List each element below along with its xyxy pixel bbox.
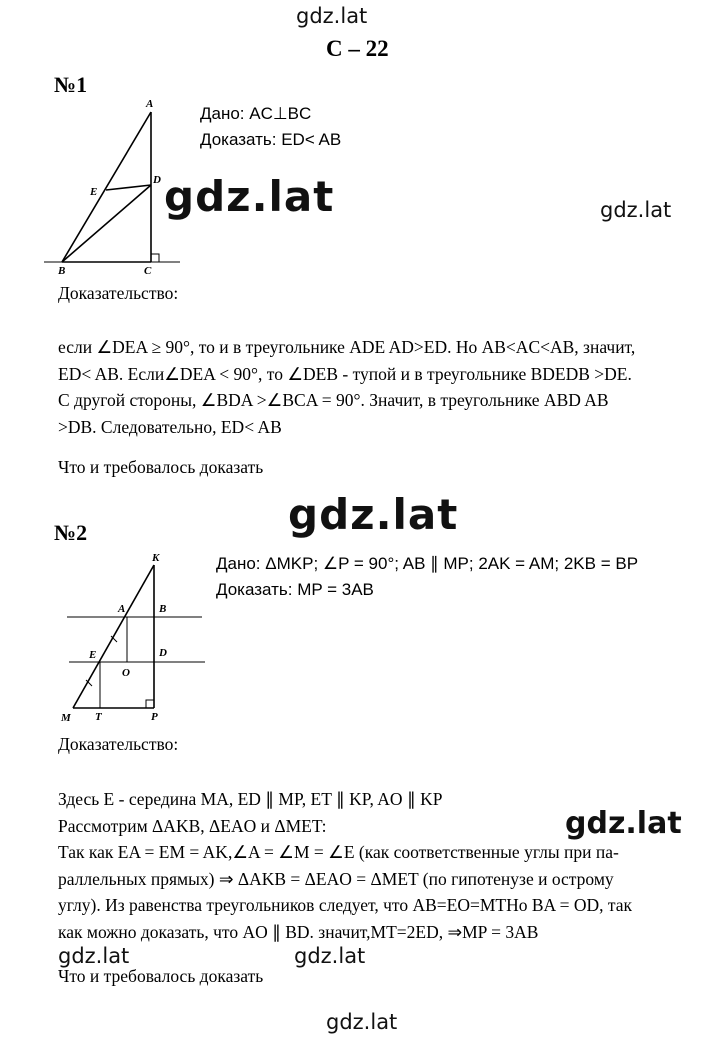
vertex-label-b: B (159, 603, 167, 615)
proof-line: Так как EA = EM = AK,∠A = ∠M = ∠E (как соответственные углы при па- (58, 842, 619, 862)
proof-line: С другой стороны, ∠BDA >∠BCA = 90°. Значит, в треугольнике ABD AB (58, 390, 609, 410)
problem-1-proof-label: Доказательство: (58, 283, 179, 303)
problem-1-given: Дано: AC⊥BC (200, 104, 312, 123)
problem-2-figure (55, 550, 210, 725)
watermark: gdz.lat (294, 944, 366, 968)
vertex-label-t: T (95, 711, 102, 723)
problem-1-proof (58, 334, 706, 440)
problem-2-prove: Доказать: MP = 3AB (216, 580, 374, 599)
problem-1-figure (40, 95, 190, 280)
problem-2-number: №2 (54, 520, 88, 545)
watermark: gdz.lat (326, 1010, 398, 1034)
problem-1-prove: Доказать: ED< AB (200, 130, 342, 149)
vertex-label-e: E (89, 649, 97, 661)
vertex-label-e: E (90, 186, 98, 198)
problem-2-given: Дано: ΔMKP; ∠P = 90°; AB ∥ MP; 2AK = AM; 2KB = BP (216, 554, 639, 573)
proof-line: >DB. Следовательно, ED< AB (58, 416, 282, 437)
vertex-label-p: P (151, 711, 158, 723)
proof-line: углу). Из равенства треугольников следует, что AB=EO=MTНо BA = OD, так (58, 895, 632, 915)
watermark: gdz.lat (600, 198, 672, 222)
proof-line: ED< AB. Если∠DEA < 90°, то ∠DEB - тупой и в треугольнике BDEDB >DE. (58, 363, 632, 384)
proof-line: Рассмотрим ΔAKB, ΔEAO и ΔMET: (58, 815, 327, 836)
watermark: gdz.lat (565, 806, 682, 841)
vertex-label-b: B (58, 265, 66, 277)
watermark: gdz.lat (164, 172, 335, 221)
vertex-label-m: M (61, 712, 71, 724)
vertex-label-d: D (153, 174, 161, 186)
problem-2-proof-label: Доказательство: (58, 734, 179, 754)
problem-1-conclusion: Что и требовалось доказать (58, 457, 264, 477)
watermark: gdz.lat (296, 4, 368, 28)
vertex-label-c: C (144, 265, 152, 277)
page-title: С – 22 (326, 36, 389, 61)
vertex-label-d: D (159, 647, 167, 659)
vertex-label-k: K (152, 552, 160, 564)
vertex-label-o: O (122, 667, 130, 679)
proof-line: Здесь E - середина MA, ED ∥ MP, ET ∥ KP, AO ∥ KP (58, 789, 443, 809)
problem-1-number: №1 (54, 72, 88, 97)
proof-line: как можно доказать, что AO ∥ BD. значит,MT=2ED, ⇒MP = 3AB (58, 921, 539, 942)
watermark: gdz.lat (58, 944, 130, 968)
problem-2-proof (58, 786, 706, 945)
proof-line: если ∠DEA ≥ 90°, то и в треугольнике ADE AD>ED. Но AB<AC<AB, значит, (58, 337, 636, 357)
watermark: gdz.lat (288, 490, 459, 539)
proof-line: раллельных прямых) ⇒ ΔAKB = ΔEAO = ΔMET (по гипотенузе и острому (58, 868, 614, 889)
vertex-label-a: A (118, 603, 126, 615)
vertex-label-a: A (146, 98, 154, 110)
problem-2-conclusion: Что и требовалось доказать (58, 966, 264, 986)
